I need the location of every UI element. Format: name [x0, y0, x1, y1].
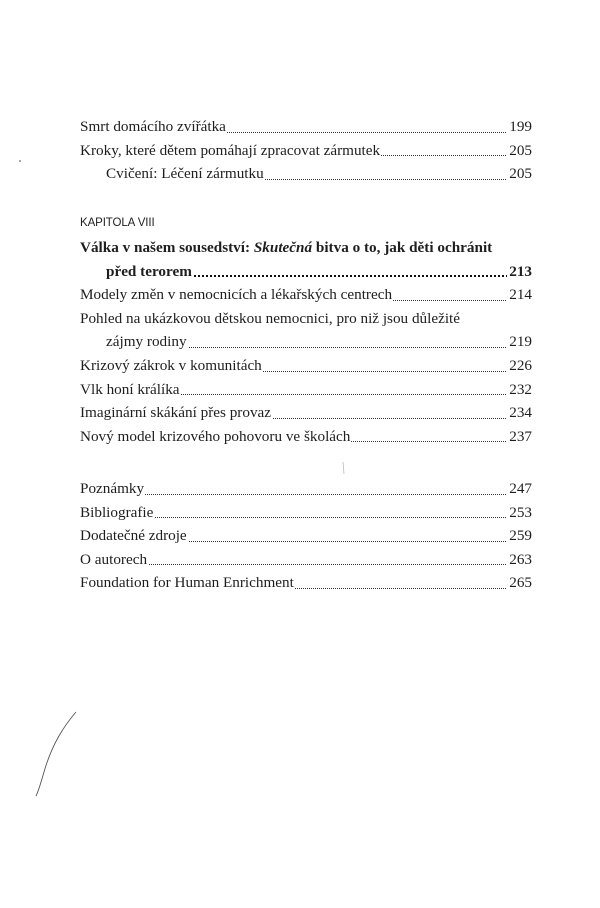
entry-page: 265	[507, 571, 532, 595]
entry-title: Kroky, které dětem pomáhají zpracovat zármutek	[80, 141, 381, 159]
chapter-label: KAPITOLA VIII	[80, 217, 155, 229]
entry-page: 232	[507, 378, 532, 402]
entry-title: O autorech	[80, 550, 148, 568]
chapter-title-italic: Skutečná	[253, 239, 313, 256]
scan-speck	[343, 462, 344, 474]
entry-page: 247	[507, 477, 532, 501]
entry-title: Imaginární skákání přes provaz	[80, 404, 272, 422]
entry-title: Krizový zákrok v komunitách	[80, 356, 262, 374]
entry-page: 226	[507, 354, 532, 378]
entry-title: Poznámky	[80, 480, 145, 497]
entry-page: 263	[507, 548, 532, 572]
pencil-stroke	[36, 712, 76, 796]
entry-page: 234	[507, 401, 532, 425]
entry-title: Bibliografie	[80, 503, 154, 521]
entry-title: Modely změn v nemocnicích a lékařských centrech	[80, 286, 393, 304]
entry-title: Smrt domácího zvířátka	[80, 118, 226, 135]
scan-speck	[19, 160, 21, 162]
entry-page: 259	[507, 524, 532, 548]
entry-title: Nový model krizového pohovoru ve školách	[80, 427, 351, 445]
entry-page: 214	[507, 283, 532, 307]
chapter-title-part1: Válka v našem sousedství:	[80, 239, 254, 256]
entry-page: 253	[507, 501, 532, 525]
toc-entry-line1[interactable]: Pohled na ukázkovou dětskou nemocnici, pro niž jsou důležité	[80, 309, 461, 327]
entry-page: 199	[507, 115, 532, 139]
entry-title: Foundation for Human Enrichment	[80, 574, 294, 592]
entry-page: 205	[507, 139, 532, 163]
entry-page: 213	[507, 260, 532, 284]
entry-page: 205	[507, 162, 532, 186]
chapter-title-part2: bitva o to, jak děti ochránit	[312, 239, 493, 256]
entry-title: Dodatečné zdroje	[80, 527, 187, 545]
entry-page: 237	[507, 425, 532, 449]
entry-title: před terorem	[106, 262, 192, 280]
entry-page: 219	[507, 330, 532, 354]
entry-title: Cvičení: Léčení zármutku	[106, 165, 264, 183]
entry-title: Vlk honí králíka	[80, 380, 180, 398]
entry-title: zájmy rodiny	[106, 333, 187, 351]
